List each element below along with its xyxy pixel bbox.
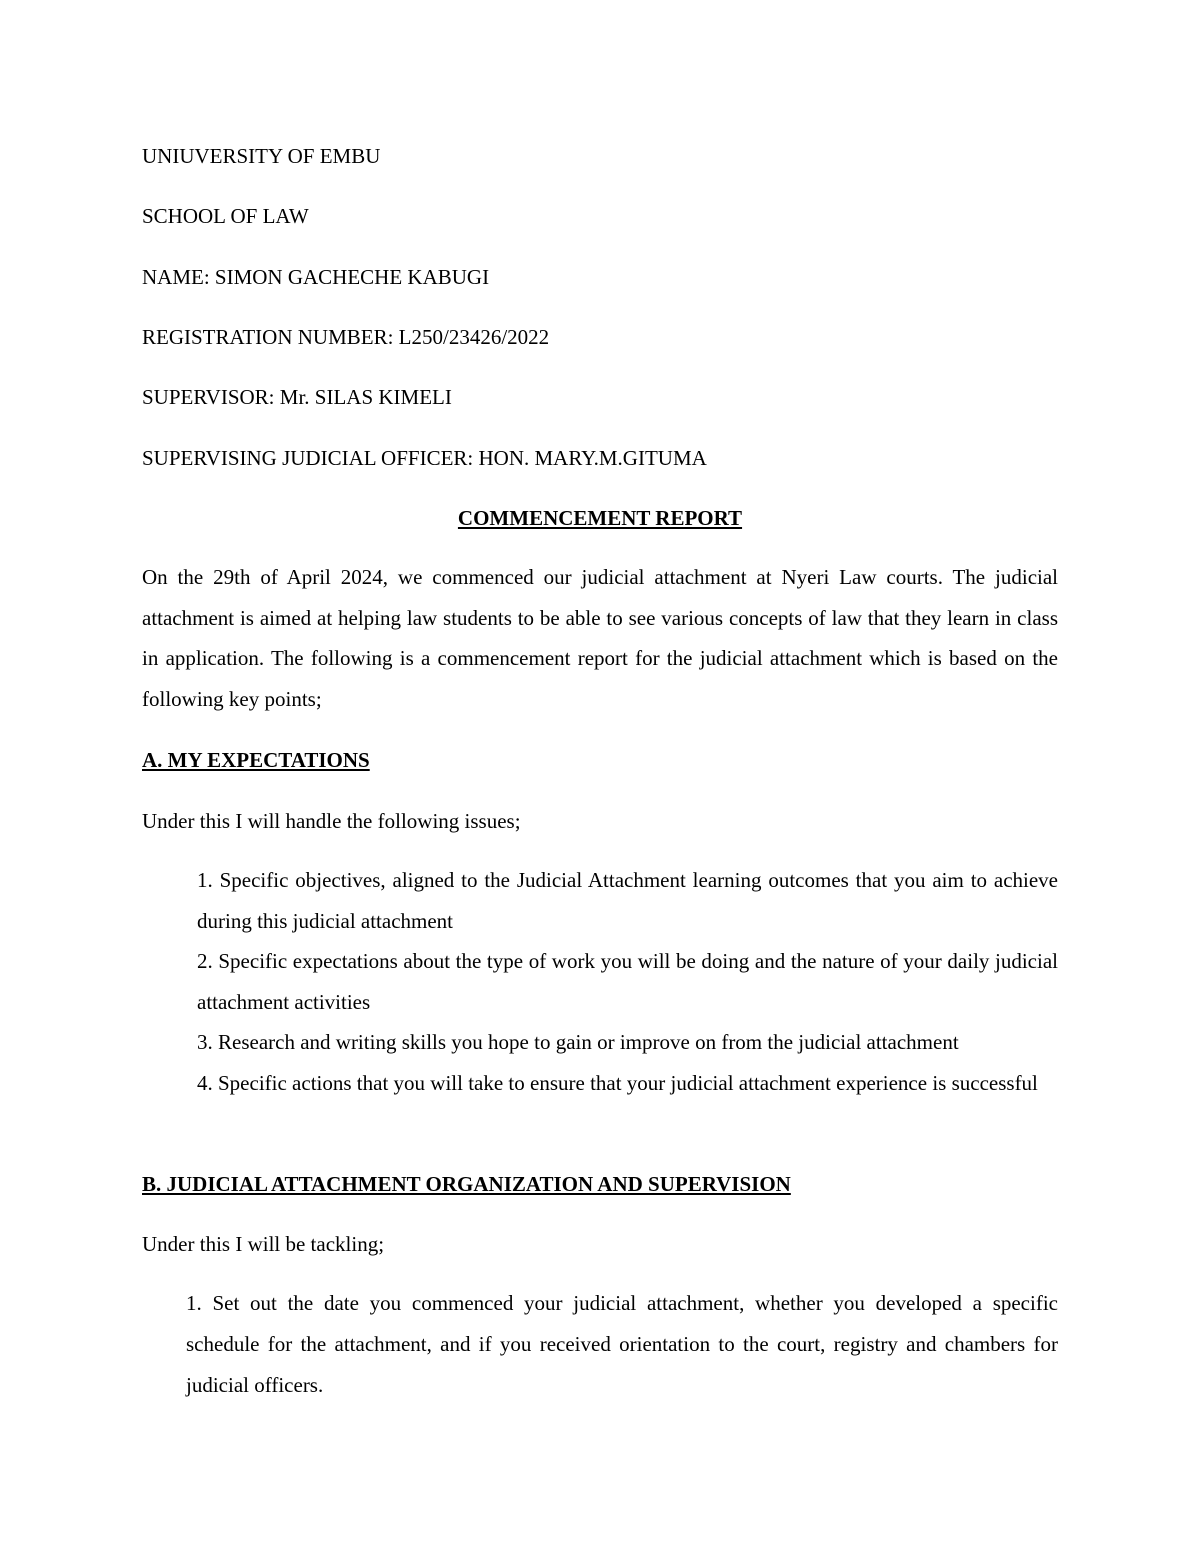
list-item: 1. Set out the date you commenced your judicial attachment, whether you developed a specific schedule for the attachment, and if you received orientation to the court, registry and chambers for judicial officers.	[186, 1291, 1058, 1397]
list-item: 2. Specific expectations about the type of work you will be doing and the nature of your daily judicial attachment activities	[197, 949, 1058, 1014]
student-name-line: NAME: SIMON GACHECHE KABUGI	[142, 265, 490, 289]
section-a-heading: A. MY EXPECTATIONS	[142, 748, 370, 772]
registration-line: REGISTRATION NUMBER: L250/23426/2022	[142, 325, 550, 349]
list-item: 1. Specific objectives, aligned to the Judicial Attachment learning outcomes that you aim to achieve during this judicial attachment	[197, 868, 1058, 933]
school-line: SCHOOL OF LAW	[142, 204, 309, 228]
judicial-officer-line: SUPERVISING JUDICIAL OFFICER: HON. MARY.M.GITUMA	[142, 446, 707, 470]
section-b-list	[186, 1283, 1058, 1406]
section-a-list	[197, 860, 1058, 1103]
section-b-heading: B. JUDICIAL ATTACHMENT ORGANIZATION AND SUPERVISION	[142, 1172, 791, 1196]
university-line: UNIUVERSITY OF EMBU	[142, 144, 381, 168]
list-item: 4. Specific actions that you will take to ensure that your judicial attachment experience is successful	[197, 1070, 1038, 1095]
report-title: COMMENCEMENT REPORT	[457, 506, 743, 530]
section-b-lead: Under this I will be tackling;	[142, 1232, 385, 1256]
intro-paragraph: On the 29th of April 2024, we commenced our judicial attachment at Nyeri Law courts. The judicial attachment is aimed at helping law students to be able to see various concepts of law that they learn in class in application. The following is a commencement report for the judicial attachment which is based on the following key points;	[142, 565, 1058, 711]
supervisor-line: SUPERVISOR: Mr. SILAS KIMELI	[142, 385, 452, 409]
list-item: 3. Research and writing skills you hope to gain or improve on from the judicial attachment	[197, 1030, 959, 1054]
section-a-lead: Under this I will handle the following issues;	[142, 809, 521, 833]
